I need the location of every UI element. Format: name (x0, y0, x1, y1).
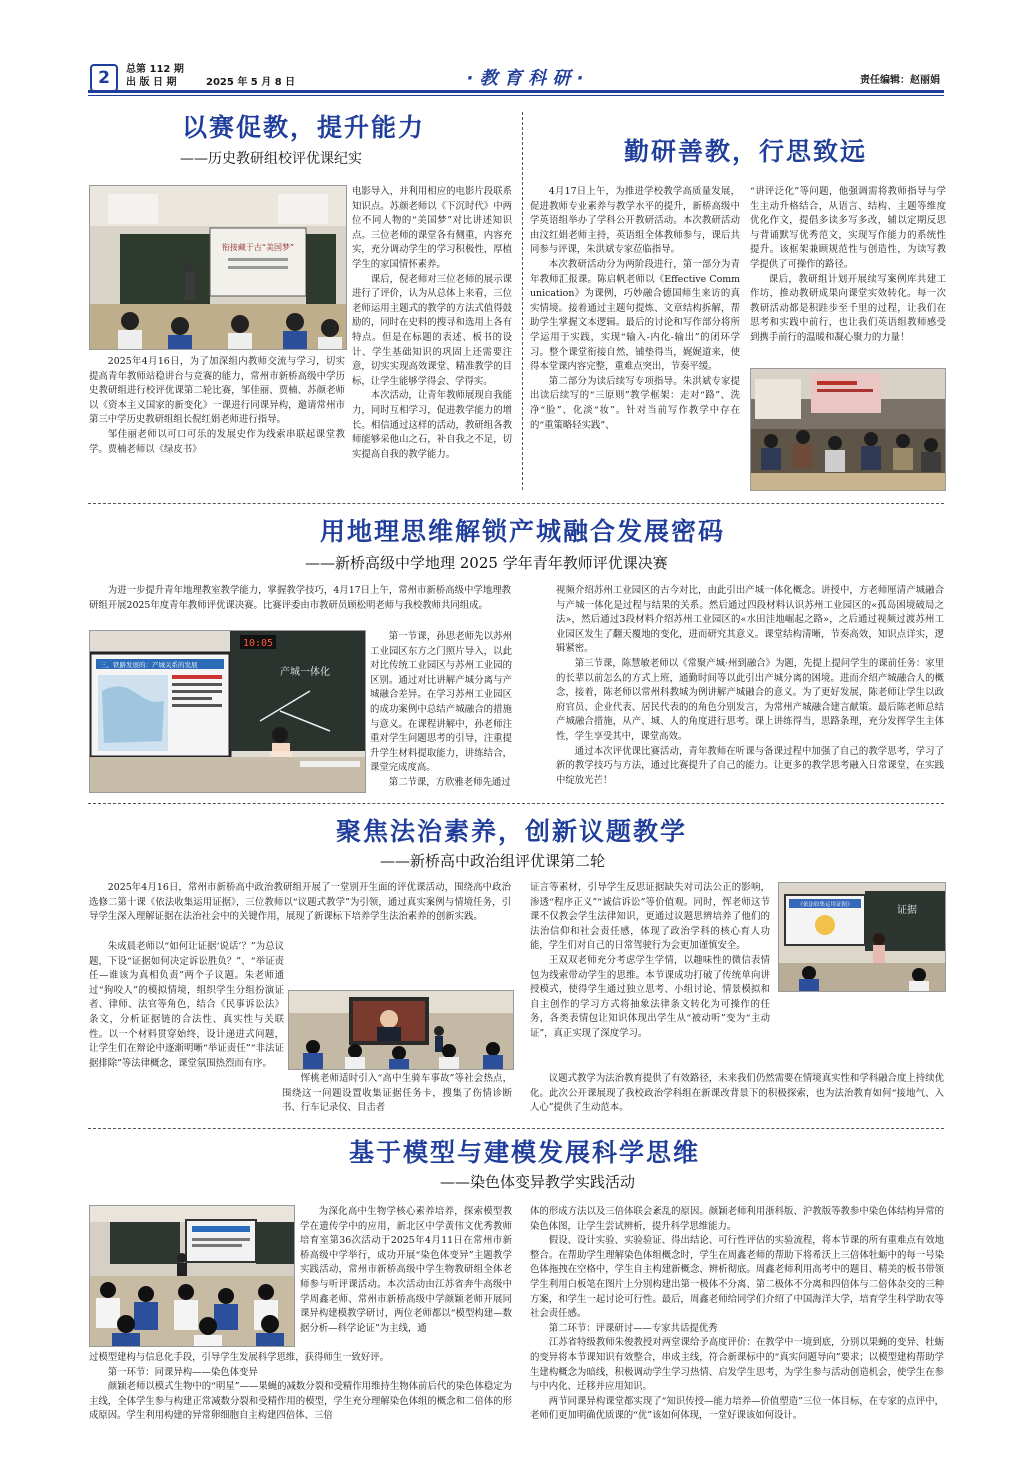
paragraph: 为进一步提升青年地理教室教学能力，掌握教学技巧，4月17日上午，常州市新桥高级中学地理教研组开展2025年度青年教师评优课决赛。比赛评委由市教研员顾松明老师与我校教师共同组成。 (89, 585, 511, 611)
paragraph: 第二节课，方欣雅老师先通过 (388, 776, 511, 788)
paragraph: 颜颖老师以模式生物中的“明星”——果蝇的减数分裂和受精作用维持生物体前后代的染色体稳定为主线，全体学生参与构建正常减数分裂和受精作用的模型，学生充分理解染色体组的概念和二倍体的形成原因。学生利用构建的异常卵细胞自主构建四倍体、三倍 (89, 1381, 512, 1422)
article4-photo-left (288, 990, 514, 1070)
page-number: 2 (98, 68, 110, 88)
photo-board-text: 衔接藏于古“美国梦” (221, 243, 295, 252)
article1-column-left (89, 355, 345, 477)
article4-column-left-bottom (282, 1072, 512, 1118)
article4-photo-right (778, 882, 946, 992)
board-text: 证据 (897, 905, 917, 916)
paragraph: 课后，倪老师对三位老师的展示课进行了评价，认为从总体上来看，三位老师运用主题式的教学的方法式值得鼓励的，同时在史料的搜寻和选用上各有特点。但是在标题的表述、板书的设计、学生基础知识的巩固上还需要注意，切实实现高效课堂、精准教学的目标，让学生能够学得会、学得实。 (352, 273, 512, 387)
paragraph: 议题式教学为法治教育提供了有效路径，未来我们仍然需要在情境真实性和学科融合度上持续优化。此次公开课展现了我校政治学科组在新课改背景下的积极探索，也为法治教育如何“接地气、入人心”提供了生动范本。 (530, 1073, 944, 1114)
editor-credit: 责任编辑：赵丽娟 (860, 75, 940, 86)
section-divider (88, 803, 944, 804)
masthead-rule-thin (88, 95, 944, 96)
paragraph: 4月17日上午，为推进学校教学高质量发展，促进教师专业素养与教学水平的提升，新桥高级中学英语组举办了学科公开教研活动。本次教研活动由汶红娟老师主持，英语组全体教师参与，课后共同参与评课，朱洪斌专家莅临指导。 (530, 186, 740, 256)
paragraph: 第二部分为读后续写专项指导。朱洪斌专家提出读后续写的“三原则”教学框架：走对“路”、洗净“脸”、化淡“妆”。针对当前写作教学中存在的“重策略轻实践”、 (530, 375, 740, 431)
paragraph: 体的形成方法以及三倍体联会紊乱的原因。颜颖老师利用浙科版、沪教版等教参中染色体结构异常的染色体图，让学生尝试辨析，提升科学思维能力。 (530, 1206, 944, 1232)
slide-text: 《依法收集运用证据》 (797, 902, 853, 908)
issue-label: 总第 112 期 (126, 64, 184, 75)
article5-column-right (530, 1205, 944, 1445)
section-divider (88, 503, 944, 504)
paragraph: 恽桃老师适时引入“高中生骑车事故”等社会热点，围绕这一问题设置收集证据任务卡，搜集了伤情诊断书、行车记录仪、目击者 (282, 1073, 512, 1114)
paragraph: 邹佳丽老师以可口可乐的发展史作为线索串联起课堂教学。贾楠老师以《绿皮书》 (89, 428, 345, 455)
paragraph: 本次教研活动分为两阶段进行，第一部分为青年教师汇报课。陈启帆老师以《Effective Communication》为课例，巧妙融合德国师生来访的真实情境。接着通过主题句提炼、文章结构拆解，帮助学生掌握文本逻辑。最后的讨论和写作部分将所学运用于实践，实现“输入-内化-输出”的闭环学习。整个课堂衔接自然，铺垫得当，娓娓道来，使得本堂课内容完整，重难点突出，节奏平缓。 (530, 258, 740, 373)
column-divider (522, 112, 523, 490)
paragraph: 2025年4月16日，常州市新桥高中政治教研组开展了一堂别开生面的评优课活动，围绕高中政治选修二第十课《依法收集运用证据》，三位教师以“议题式教学”为引领，通过真实案例与情境任务，引导学生深入理解证据在法治社会中的关键作用，展现了新课标下培养学生法治素养的创新实践。 (89, 882, 511, 923)
paragraph: 两节同课异构课堂都实现了“知识传授—能力培养—价值塑造”三位一体目标，在专家的点评中，老师们更加明确优质课的“优”该如何体现，一堂好课该如何设计。 (530, 1395, 944, 1422)
article1-photo (89, 185, 347, 350)
paragraph: 第一环节：同课异构——染色体变异 (107, 1366, 258, 1378)
article5-column-left (89, 1351, 512, 1439)
article1-column-right (352, 185, 512, 477)
paragraph: “讲评泛化”等问题，他强调需将教师指导与学生主动升格结合，从语言、结构、主题等维度优化作文，提倡多读多写多改，辅以定期反思与背诵默写优秀范文，实现写作能力的系统性提升。该框架兼顾规范性与创造性，为读写教学提供了可操作的路径。 (750, 186, 946, 270)
section-title: · 教 育 科 研 · (466, 68, 584, 89)
paragraph: 证言等素材，引导学生反思证据缺失对司法公正的影响，渗透“程序正义”“诚信诉讼”等价值观。同时，恽老师这节课不仅教会学生法律知识，更通过议题思辨培养了他们的法治信仰和社会责任感，体现了政治学科的核心育人功能，学生们对自己的日常驾驶行为会更加谨慎安全。 (530, 882, 770, 952)
board-text: 产城一体化 (280, 667, 330, 678)
paragraph: 江苏省特级教师朱俊教授对两堂课给予高度评价：在教学中一境到底，分别以果蝇的变异、牡蛎的变异将本节课知识有效整合，串成主线，符合新课标中的“真实问题导向”要求；以模型建构帮助学生建构概念为暗线，积极调动学生学习热情、启发学生思考，为学生参与活动创造机会，使学生在参与中内化、迁移并应用知识。 (530, 1337, 944, 1393)
pubdate-label: 出 版 日 期 (126, 77, 177, 88)
article3-intro (89, 584, 511, 628)
paragraph: 通过本次评优课比赛活动，青年教师在听课与备课过程中加强了自己的教学思考，学习了新的教学技巧与方法，通过比赛提升了自己的能力。让更多的教学思考融入日常课堂，在实践中绽放光芒！ (556, 745, 944, 786)
paragraph: 视频介绍苏州工业园区的古今对比，由此引出产城一体化概念。讲授中，方老师厘清产城融合与产城一体化是过程与结果的关系。然后通过四段材料认识苏州工业园区的«孤岛困境破局之法»，然后通过3段材料介绍苏州工业园区的«水田洼地崛起之路»，之后通过视频过渡苏州工业园区发生了翻天覆地的变化，进而研究其意义。课堂结构清晰，节奏高效，知识点详实，逻辑紧密。 (556, 585, 944, 655)
paragraph: 本次活动，让青年教师展现自我能力，同时互相学习，促进教学能力的增长。相信通过这样的活动，教研组各教师能够采他山之石，补自我之不足，切实提高自我的教学能力。 (352, 390, 512, 460)
article3-title: 用地理思维解锁产城融合发展密码 (320, 517, 726, 546)
paragraph: 电影导入，并利用相应的电影片段联系知识点。苏颜老师以《下沉时代》中两位不同人物的“美国梦”对比讲述知识点。三位老师的课堂各有侧重，内容充实，充分调动学生的学习积极性，厚植学生的家国情怀素养。 (352, 186, 512, 270)
clock-text: 10:05 (242, 638, 274, 649)
article4-subtitle: ——新桥高中政治组评优课第二轮 (380, 852, 606, 870)
article2-column-right (750, 185, 946, 365)
paragraph: 假设、设计实验、实验验证、得出结论、可行性评估的实验流程，将本节课的所有重难点有效地整合。在帮助学生理解染色体组概念时，学生在周鑫老师的帮助下将希沃上三倍体牡蛎中的每一号染色体拖拽在空格中，学生自主构建新概念、辨析彻底。周鑫老师利用高考中的题目、精美的板书带领学生利用白板笔在图片上分别构建出第一极体不分离、第二极体不分离和四倍体与二倍体杂交的三种方案，和学生一起讨论可行性。最后，周鑫老师给同学们介绍了中国海洋大学，培育学生科学助农等社会责任感。 (530, 1235, 944, 1320)
article5-title: 基于模型与建模发展科学思维 (349, 1138, 701, 1167)
page-number-badge (90, 64, 118, 92)
article2-title: 勤研善教，行思致远 (624, 137, 868, 166)
article3-column-right (556, 584, 944, 792)
article4-outro (530, 1072, 944, 1118)
article3-subtitle: ——新桥高级中学地理 2025 学年青年教师评优课决赛 (305, 554, 668, 572)
paragraph: 第三节课，陈慧敏老师以《常聚产城·州到融合》为题，先提上提问学生的课前任务：家里的长辈以前怎么的方式上班，通勤时间等以此引出产城分离的困境。进而介绍产城融合人的概念，接着，陈老师以常州科教城为例讲解产城融合的意义。为了更好发展，陈老师让学生以政府官员、企业代表、居民代表的的角色分别发言，为常州产城融合建言献策。最后陈老师总结产城融合措施，从产、城、人的角度进行思考。课上讲练得当，思路条理，充分发挥学生主体性，学生享受其中，课堂高效。 (556, 657, 944, 742)
masthead (90, 64, 940, 90)
paragraph: 朱成晨老师以“如何让证据‘说话’？”为总议题，下设“证据如何决定诉讼胜负？”、“举证责任—谁该为真相负责”两个子议题。朱老师通过“狗咬人”的模拟情境，组织学生分组扮演证者、律师、法官等角色，结合《民事诉讼法》条文，分析证据链的合法性、真实性与关联性。以一个材料贯穿始终，设计递进式问题，让学生们在辩论中逐渐明晰“举证责任”“非法证据排除”等法律概念，课堂氛围热烈而有序。 (89, 941, 284, 1069)
article2-photo (750, 368, 946, 491)
paragraph: 第二环节：评课研讨——专家共话提优秀 (548, 1322, 718, 1334)
article1-title: 以赛促教，提升能力 (182, 113, 426, 142)
paragraph: 2025年4月16日，为了加深组内教师交流与学习，切实提高青年教师站稳讲台与竞赛的能力，常州市新桥高级中学历史教研组进行校评优课第二轮比赛，邹佳丽、贾楠、苏颜老师以《资本主义国家的新变化》一课进行同课异构，邀请常州市第三中学历史教研组组长倪红娟老师进行指导。 (89, 356, 345, 426)
article3-column-mid (370, 630, 512, 792)
article5-column-top (300, 1205, 512, 1351)
pubdate: 2025 年 5 月 8 日 (206, 77, 296, 88)
article5-photo (89, 1205, 295, 1347)
masthead-rule (88, 90, 944, 93)
article4-column-mid (530, 881, 770, 1061)
article4-column-left (89, 940, 284, 1116)
article4-title: 聚焦法治素养，创新议题教学 (336, 817, 688, 846)
article1-subtitle: ——历史教研组校评优课纪实 (180, 151, 362, 167)
article3-photo (89, 630, 366, 793)
paragraph: 过模型建构与信息化手段，引导学生发展科学思维，获得师生一致好评。 (89, 1352, 390, 1363)
paragraph: 课后，教研组计划开展续写案例库共建工作坊，推动教研成果向课堂实效转化。每一次教研活动都是积跬步至千里的过程，让我们在思考和实践中前行，也让我们英语组教师感受到携手前行的温暖和凝心聚力的力量！ (750, 273, 946, 343)
article2-column-left (530, 185, 740, 485)
section-divider (88, 1128, 944, 1129)
paragraph: 王双双老师充分考虑学生学情，以趣味性的微信表情包为线索带动学生的思维。本节课成功打破了传统单向讲授模式，使得学生通过独立思考、小组讨论、情景模拟和自主创作的学习方式将抽象法律条文转化为可操作的任务，各类表情包让知识体现出学生从“被动听”变为“主动证”，真正实现了深度学习。 (530, 954, 770, 1039)
slide-title: 三、铁路发展的：产城关系的发展 (100, 661, 198, 669)
paragraph: 第一节课，孙思老师先以苏州工业园区东方之门照片导入，以此对比传统工业园区与苏州工业园的区别。通过对比讲解产城分离与产城融合差异。在学习苏州工业园区的成功案例中总结产城融合的措施与意义。在课程讲解中，孙老师注重对学生问题思考的引导，注重提升学生材料提取能力，讲练结合，课堂完成度高。 (370, 631, 512, 774)
article4-intro (89, 881, 511, 941)
paragraph: 为深化高中生物学核心素养培养，探索模型教学在遗传学中的应用，新北区中学黄伟文优秀教师培育室第36次活动于2025年4月11日在常州市新桥高级中学举行，成功开展“染色体变异”主题教学实践活动，常州市新桥高级中学生物教研组全体老师参与听评课活动。本次活动由江苏省奔牛高级中学周鑫老师、常州市新桥高级中学颜颖老师开展同课异构建模教学研讨，两位老师都以“模型构建—数据分析—科学论证”为主线，通 (300, 1206, 512, 1334)
article5-subtitle: ——染色体变异教学实践活动 (440, 1173, 636, 1191)
